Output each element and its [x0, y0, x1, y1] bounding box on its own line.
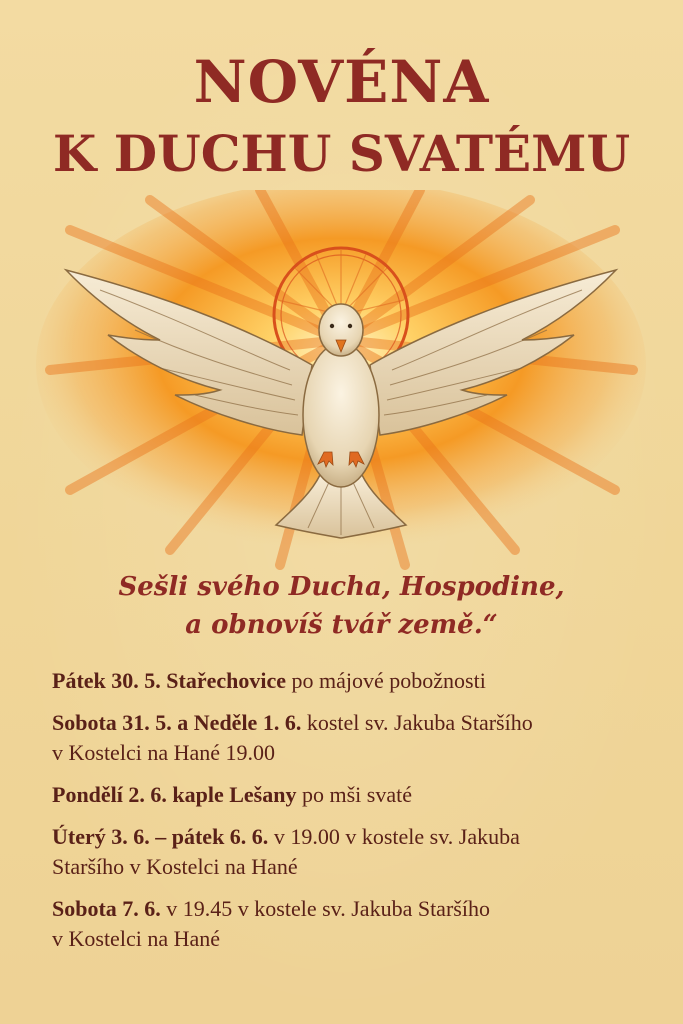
entry-date: Sobota 31. 5. a Neděle 1. 6. — [52, 710, 302, 735]
entry-date: Pondělí 2. 6. kaple Lešany — [52, 782, 297, 807]
schedule-entry — [52, 708, 672, 768]
entry-detail: v 19.00 v kostele sv. Jakuba — [268, 824, 520, 849]
entry-detail: v Kostelci na Hané — [52, 926, 220, 951]
schedule-entry — [52, 666, 672, 696]
schedule-entry — [52, 822, 672, 882]
entry-detail: v 19.45 v kostele sv. Jakuba Staršího — [160, 896, 490, 921]
entry-detail: po mši svaté — [296, 782, 412, 807]
schedule-entry — [52, 894, 672, 954]
title-line-2: K DUCHU SVATÉMU — [52, 124, 631, 183]
entry-detail: kostel sv. Jakuba Staršího — [301, 710, 533, 735]
schedule-list — [52, 666, 672, 966]
schedule-entry — [52, 780, 672, 810]
entry-detail: v Kostelci na Hané 19.00 — [52, 740, 275, 765]
entry-date: Sobota 7. 6. — [52, 896, 161, 921]
entry-detail: Staršího v Kostelci na Hané — [52, 854, 298, 879]
entry-date: Úterý 3. 6. – pátek 6. 6. — [52, 824, 269, 849]
entry-date: Pátek 30. 5. Stařechovice — [52, 668, 286, 693]
dove-body — [303, 343, 379, 487]
holy-spirit-dove-icon — [30, 190, 653, 570]
verse-line-2: a obnovíš tvář země.“ — [185, 610, 498, 640]
verse-line-1: Sešli svého Ducha, Hospodine, — [118, 572, 565, 602]
title-line-1: NOVÉNA — [193, 48, 490, 116]
entry-detail: po májové pobožnosti — [286, 668, 486, 693]
